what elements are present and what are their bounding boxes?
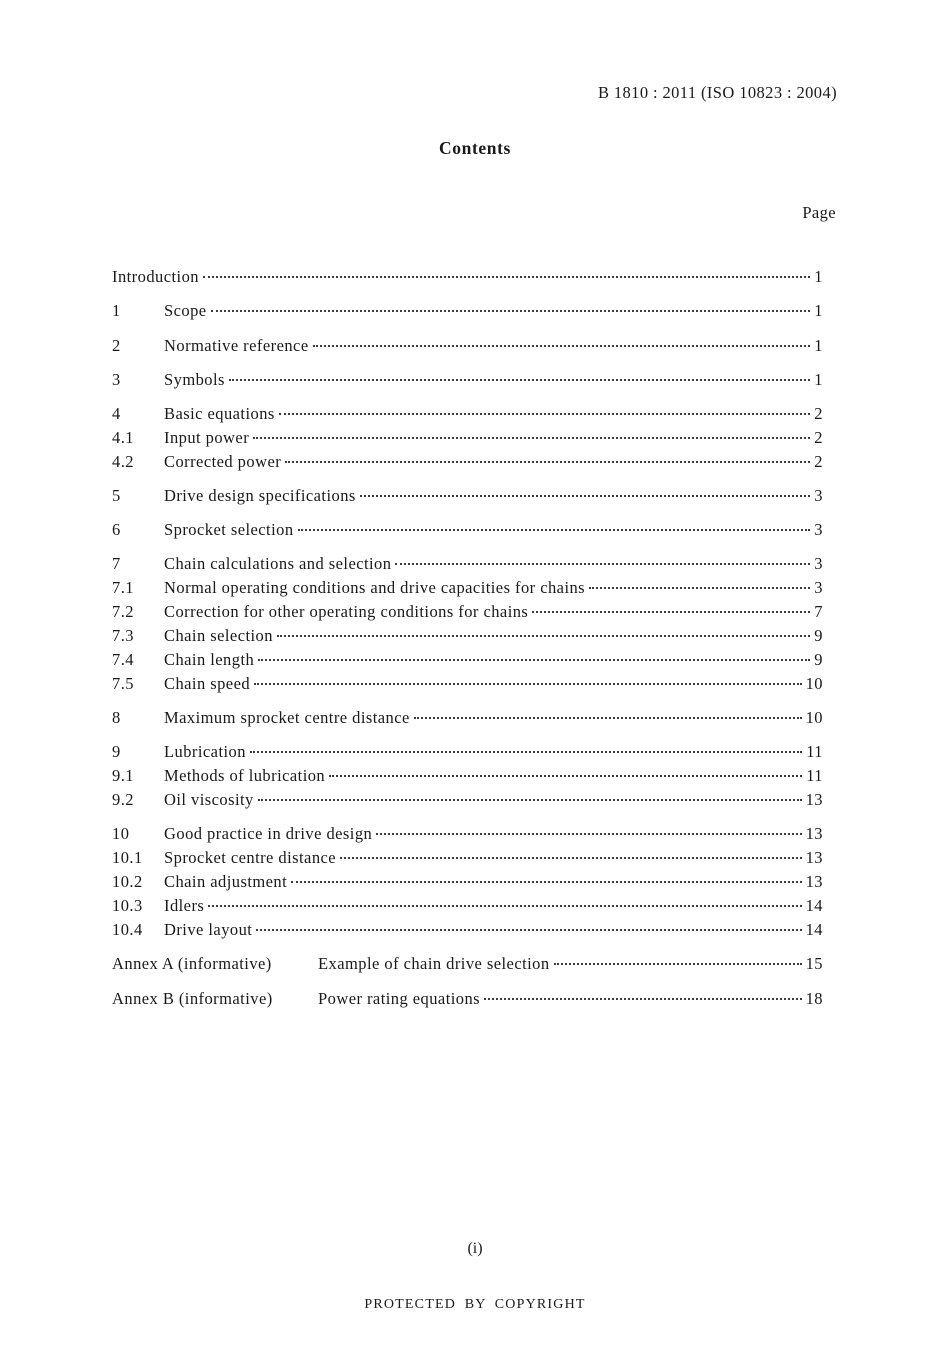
toc-entry xyxy=(112,451,823,473)
toc-entry xyxy=(112,369,823,391)
toc-title: Chain adjustment xyxy=(164,872,288,891)
toc-page-number: 3 xyxy=(814,520,823,539)
toc-title: Power rating equations xyxy=(318,989,481,1008)
toc-page-number: 2 xyxy=(814,452,823,471)
toc-page-number: 2 xyxy=(814,428,823,447)
toc-section-number: 9 xyxy=(112,742,121,761)
toc-dot-leader xyxy=(211,310,811,312)
toc-dot-leader xyxy=(258,659,810,661)
toc-dot-leader xyxy=(208,905,801,907)
toc-annex-label: Annex B (informative) xyxy=(112,989,273,1008)
toc-title: Chain length xyxy=(164,650,255,669)
toc-entry xyxy=(112,485,823,507)
toc-entry xyxy=(112,953,823,975)
toc-title: Normal operating conditions and drive capacities for chains xyxy=(164,578,586,597)
toc-page-number: 1 xyxy=(814,336,823,355)
toc-section-number: 10.4 xyxy=(112,920,143,939)
toc-section-number: 4.1 xyxy=(112,428,134,447)
page-column-label: Page xyxy=(802,203,836,222)
toc-entry xyxy=(112,847,823,869)
toc-entry xyxy=(112,919,823,941)
toc-page-number: 15 xyxy=(805,954,823,973)
toc-entry xyxy=(112,427,823,449)
toc-page-number: 11 xyxy=(806,742,823,761)
toc-title: Scope xyxy=(164,301,207,320)
toc-section-number: 7.4 xyxy=(112,650,134,669)
toc-entry xyxy=(112,519,823,541)
toc-title: Drive layout xyxy=(164,920,253,939)
toc-dot-leader xyxy=(554,963,802,965)
toc-title: Lubrication xyxy=(164,742,246,761)
toc-section-number: 7 xyxy=(112,554,121,573)
contents-title: Contents xyxy=(439,138,511,158)
toc-section-number: 7.5 xyxy=(112,674,134,693)
toc-title: Methods of lubrication xyxy=(164,766,326,785)
toc-page-number: 10 xyxy=(805,708,823,727)
toc-entry xyxy=(112,988,823,1010)
toc-title: Basic equations xyxy=(164,404,275,423)
toc-title: Drive design specifications xyxy=(164,486,356,505)
toc-page-number: 18 xyxy=(805,989,823,1008)
toc-section-number: 4.2 xyxy=(112,452,134,471)
toc-dot-leader xyxy=(313,345,811,347)
toc-section-number: 10.3 xyxy=(112,896,143,915)
toc-title: Oil viscosity xyxy=(164,790,254,809)
toc-section-number: 1 xyxy=(112,301,121,320)
toc-title: Introduction xyxy=(112,267,199,286)
toc-section-number: 10.1 xyxy=(112,848,143,867)
toc-entry xyxy=(112,335,823,357)
toc-dot-leader xyxy=(229,379,810,381)
toc-entry xyxy=(112,823,823,845)
toc-title: Correction for other operating conditions for chains xyxy=(164,602,529,621)
toc-page-number: 13 xyxy=(805,848,823,867)
toc-entry xyxy=(112,707,823,729)
toc-page-number: 1 xyxy=(814,267,823,286)
toc-dot-leader xyxy=(340,857,802,859)
toc-dot-leader xyxy=(532,611,810,613)
toc-title: Normative reference xyxy=(164,336,309,355)
toc-title: Idlers xyxy=(164,896,205,915)
toc-dot-leader xyxy=(589,587,810,589)
toc-title: Example of chain drive selection xyxy=(318,954,550,973)
toc-section-number: 7.2 xyxy=(112,602,134,621)
toc-dot-leader xyxy=(298,529,811,531)
toc-section-number: 7.1 xyxy=(112,578,134,597)
toc-title: Input power xyxy=(164,428,250,447)
toc-title: Sprocket selection xyxy=(164,520,294,539)
table-of-contents xyxy=(112,0,823,1100)
toc-section-number: 7.3 xyxy=(112,626,134,645)
toc-dot-leader xyxy=(414,717,802,719)
toc-entry xyxy=(112,649,823,671)
toc-section-number: 9.2 xyxy=(112,790,134,809)
toc-page-number: 1 xyxy=(814,370,823,389)
toc-entry xyxy=(112,403,823,425)
toc-page-number: 14 xyxy=(805,920,823,939)
toc-title: Corrected power xyxy=(164,452,282,471)
toc-page-number: 13 xyxy=(805,790,823,809)
toc-dot-leader xyxy=(250,751,802,753)
toc-page-number: 9 xyxy=(814,650,823,669)
toc-section-number: 6 xyxy=(112,520,121,539)
toc-section-number: 8 xyxy=(112,708,121,727)
toc-title: Sprocket centre distance xyxy=(164,848,337,867)
toc-dot-leader xyxy=(203,276,810,278)
toc-dot-leader xyxy=(395,563,810,565)
toc-dot-leader xyxy=(484,998,802,1000)
toc-section-number: 9.1 xyxy=(112,766,134,785)
toc-section-number: 2 xyxy=(112,336,121,355)
toc-dot-leader xyxy=(254,683,802,685)
toc-dot-leader xyxy=(360,495,811,497)
toc-dot-leader xyxy=(329,775,802,777)
toc-section-number: 5 xyxy=(112,486,121,505)
toc-entry xyxy=(112,601,823,623)
toc-entry xyxy=(112,789,823,811)
toc-page-number: 2 xyxy=(814,404,823,423)
toc-dot-leader xyxy=(279,413,811,415)
toc-page-number: 14 xyxy=(805,896,823,915)
toc-dot-leader xyxy=(253,437,810,439)
toc-entry xyxy=(112,300,823,322)
toc-page-number: 1 xyxy=(814,301,823,320)
toc-section-number: 10 xyxy=(112,824,130,843)
toc-entry xyxy=(112,266,823,288)
toc-page-number: 3 xyxy=(814,554,823,573)
toc-page-number: 3 xyxy=(814,486,823,505)
toc-dot-leader xyxy=(258,799,802,801)
toc-entry xyxy=(112,895,823,917)
toc-title: Good practice in drive design xyxy=(164,824,373,843)
toc-entry xyxy=(112,741,823,763)
toc-entry xyxy=(112,673,823,695)
toc-page-number: 13 xyxy=(805,824,823,843)
toc-page-number: 9 xyxy=(814,626,823,645)
toc-page-number: 10 xyxy=(805,674,823,693)
toc-title: Chain speed xyxy=(164,674,251,693)
toc-annex-label: Annex A (informative) xyxy=(112,954,272,973)
toc-dot-leader xyxy=(256,929,801,931)
toc-entry xyxy=(112,577,823,599)
toc-title: Chain selection xyxy=(164,626,273,645)
toc-entry xyxy=(112,553,823,575)
toc-title: Symbols xyxy=(164,370,225,389)
toc-dot-leader xyxy=(291,881,801,883)
page-number: (i) xyxy=(467,1240,483,1257)
toc-page-number: 11 xyxy=(806,766,823,785)
toc-section-number: 4 xyxy=(112,404,121,423)
copyright-notice: PROTECTED BY COPYRIGHT xyxy=(364,1297,586,1312)
document-id: B 1810 : 2011 (ISO 10823 : 2004) xyxy=(597,83,837,102)
toc-page-number: 7 xyxy=(814,602,823,621)
toc-page-number: 3 xyxy=(814,578,823,597)
toc-entry xyxy=(112,765,823,787)
toc-section-number: 10.2 xyxy=(112,872,143,891)
toc-entry xyxy=(112,871,823,893)
toc-dot-leader xyxy=(376,833,801,835)
toc-dot-leader xyxy=(277,635,810,637)
toc-dot-leader xyxy=(285,461,810,463)
toc-section-number: 3 xyxy=(112,370,121,389)
toc-title: Maximum sprocket centre distance xyxy=(164,708,410,727)
toc-entry xyxy=(112,625,823,647)
toc-title: Chain calculations and selection xyxy=(164,554,392,573)
toc-page-number: 13 xyxy=(805,872,823,891)
